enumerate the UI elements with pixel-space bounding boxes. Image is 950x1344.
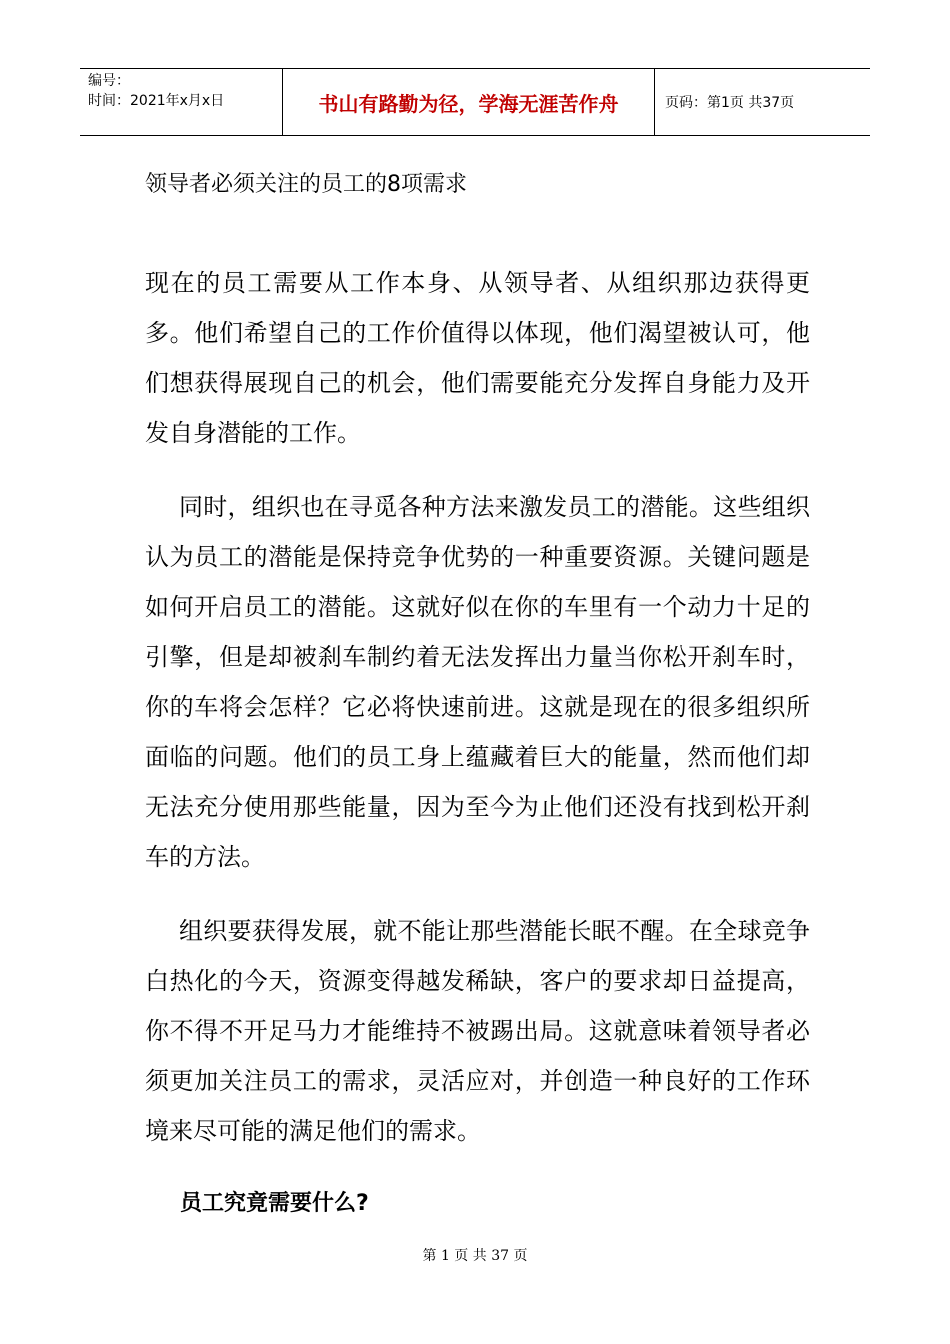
- document-body: [145, 258, 810, 1180]
- header-page-info: 页码：第1页 共37页: [665, 95, 795, 111]
- header-motto: 书山有路勤为径，学海无涯苦作舟: [283, 69, 655, 135]
- document-title: 领导者必须关注的员工的8项需求: [145, 172, 467, 197]
- section-heading: 员工究竟需要什么?: [180, 1191, 369, 1216]
- time-label: 时间：2021年x月x日: [88, 93, 225, 109]
- paragraph-3: 组织要获得发展，就不能让那些潜能长眠不醒。在全球竞争白热化的今天，资源变得越发稀缺，客户的要求却日益提高，你不得不开足马力才能维持不被踢出局。这就意味着领导者必须更加关注员工的需求，灵活应对，并创造一种良好的工作环境来尽可能的满足他们的需求。: [145, 917, 810, 1145]
- page-footer: 第 1 页 共 37 页: [422, 1248, 528, 1264]
- number-label: 编号：: [88, 73, 130, 89]
- paragraph-2: 同时，组织也在寻觅各种方法来激发员工的潜能。这些组织认为员工的潜能是保持竞争优势的一种重要资源。关键问题是如何开启员工的潜能。这就好似在你的车里有一个动力十足的引擎，但是却被刹车制约着无法发挥出力量当你松开刹车时，你的车将会怎样？它必将快速前进。这就是现在的很多组织所面临的问题。他们的员工身上蕴藏着巨大的能量，然而他们却无法充分使用那些能量，因为至今为止他们还没有找到松开刹车的方法。: [145, 493, 810, 871]
- paragraph-1: 现在的员工需要从工作本身、从领导者、从组织那边获得更多。他们希望自己的工作价值得以体现，他们渴望被认可，他们想获得展现自己的机会，他们需要能充分发挥自身能力及开发自身潜能的工作。: [145, 269, 810, 447]
- document-header: [80, 68, 870, 136]
- header-meta: [80, 69, 283, 135]
